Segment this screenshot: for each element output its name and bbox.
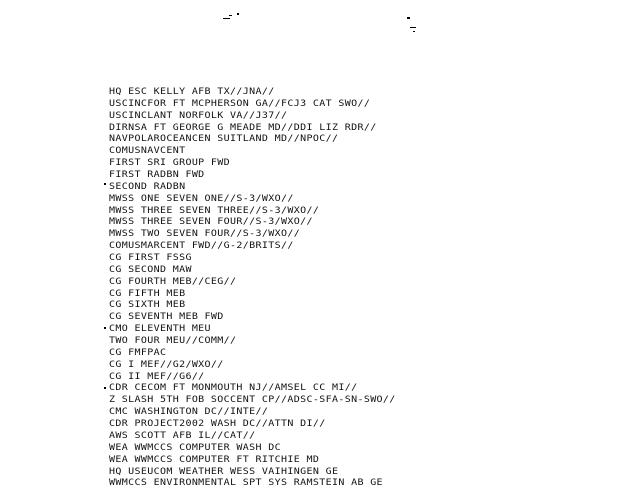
address-line: TWO FOUR MEU//COMM// [109,335,237,346]
scan-speck [407,17,410,19]
scan-speck [229,15,232,16]
address-line: CG SECOND MAW [109,264,192,275]
address-line: CG II MEF//G6// [109,371,205,382]
address-line: USCINCLANT NORFOLK VA//J37// [109,110,288,121]
address-line: WEA WWMCCS COMPUTER WASH DC [109,442,282,453]
address-line: CMC WASHINGTON DC//INTE// [109,406,269,417]
address-line: CG FMFPAC [109,347,167,358]
address-line: FIRST SRI GROUP FWD [109,157,231,168]
address-line: CG FIRST FSSG [109,252,192,263]
address-line: MWSS ONE SEVEN ONE//S-3/WXO// [109,193,294,204]
address-line: CDR PROJECT2002 WASH DC//ATTN DI// [109,418,326,429]
address-line: CG FOURTH MEB//CEG// [109,276,237,287]
address-line: WWMCCS ENVIRONMENTAL SPT SYS RAMSTEIN AB GE [109,477,383,488]
address-line: NAVPOLAROCEANCEN SUITLAND MD//NPOC// [109,133,339,145]
address-line: CG I MEF//G2/WXO// [109,359,224,370]
address-line: COMUSMARCENT FWD//G-2/BRITS// [109,240,294,251]
scan-speck [223,18,230,19]
address-line: CMO ELEVENTH MEU [109,323,211,334]
scan-speck [413,31,415,32]
address-line: HQ ESC KELLY AFB TX//JNA// [109,86,275,97]
address-line: FIRST RADBN FWD [109,169,205,180]
scan-speck [237,13,239,15]
address-line: MWSS TWO SEVEN FOUR//S-3/WXO// [109,228,301,239]
address-line: CG SEVENTH MEB FWD [109,311,224,322]
address-line: MWSS THREE SEVEN THREE//S-3/WXO// [109,205,320,216]
address-line: USCINCFOR FT MCPHERSON GA//FCJ3 CAT SWO// [109,98,371,109]
margin-mark [104,327,106,329]
address-line: Z SLASH 5TH FOB SOCCENT CP//ADSC-SFA-SN-SWO// [109,394,396,405]
address-line: DIRNSA FT GEORGE G MEADE MD//DDI LIZ RDR// [109,122,377,133]
address-line: MWSS THREE SEVEN FOUR//S-3/WXO// [109,216,313,228]
address-line: COMUSNAVCENT [109,145,186,156]
scan-speck [410,27,416,28]
margin-mark [104,387,106,389]
address-line: SECOND RADBN [109,181,186,192]
address-line: CDR CECOM FT MONMOUTH NJ//AMSEL CC MI// [109,382,358,394]
address-list [109,86,396,489]
address-line: WEA WWMCCS COMPUTER FT RITCHIE MD [109,454,320,465]
address-line: CG SIXTH MEB [109,299,186,311]
margin-mark [104,183,106,185]
address-line: AWS SCOTT AFB IL//CAT// [109,430,256,441]
address-line: CG FIFTH MEB [109,288,186,299]
address-line: HQ USEUCOM WEATHER WESS VAIHINGEN GE [109,465,339,477]
